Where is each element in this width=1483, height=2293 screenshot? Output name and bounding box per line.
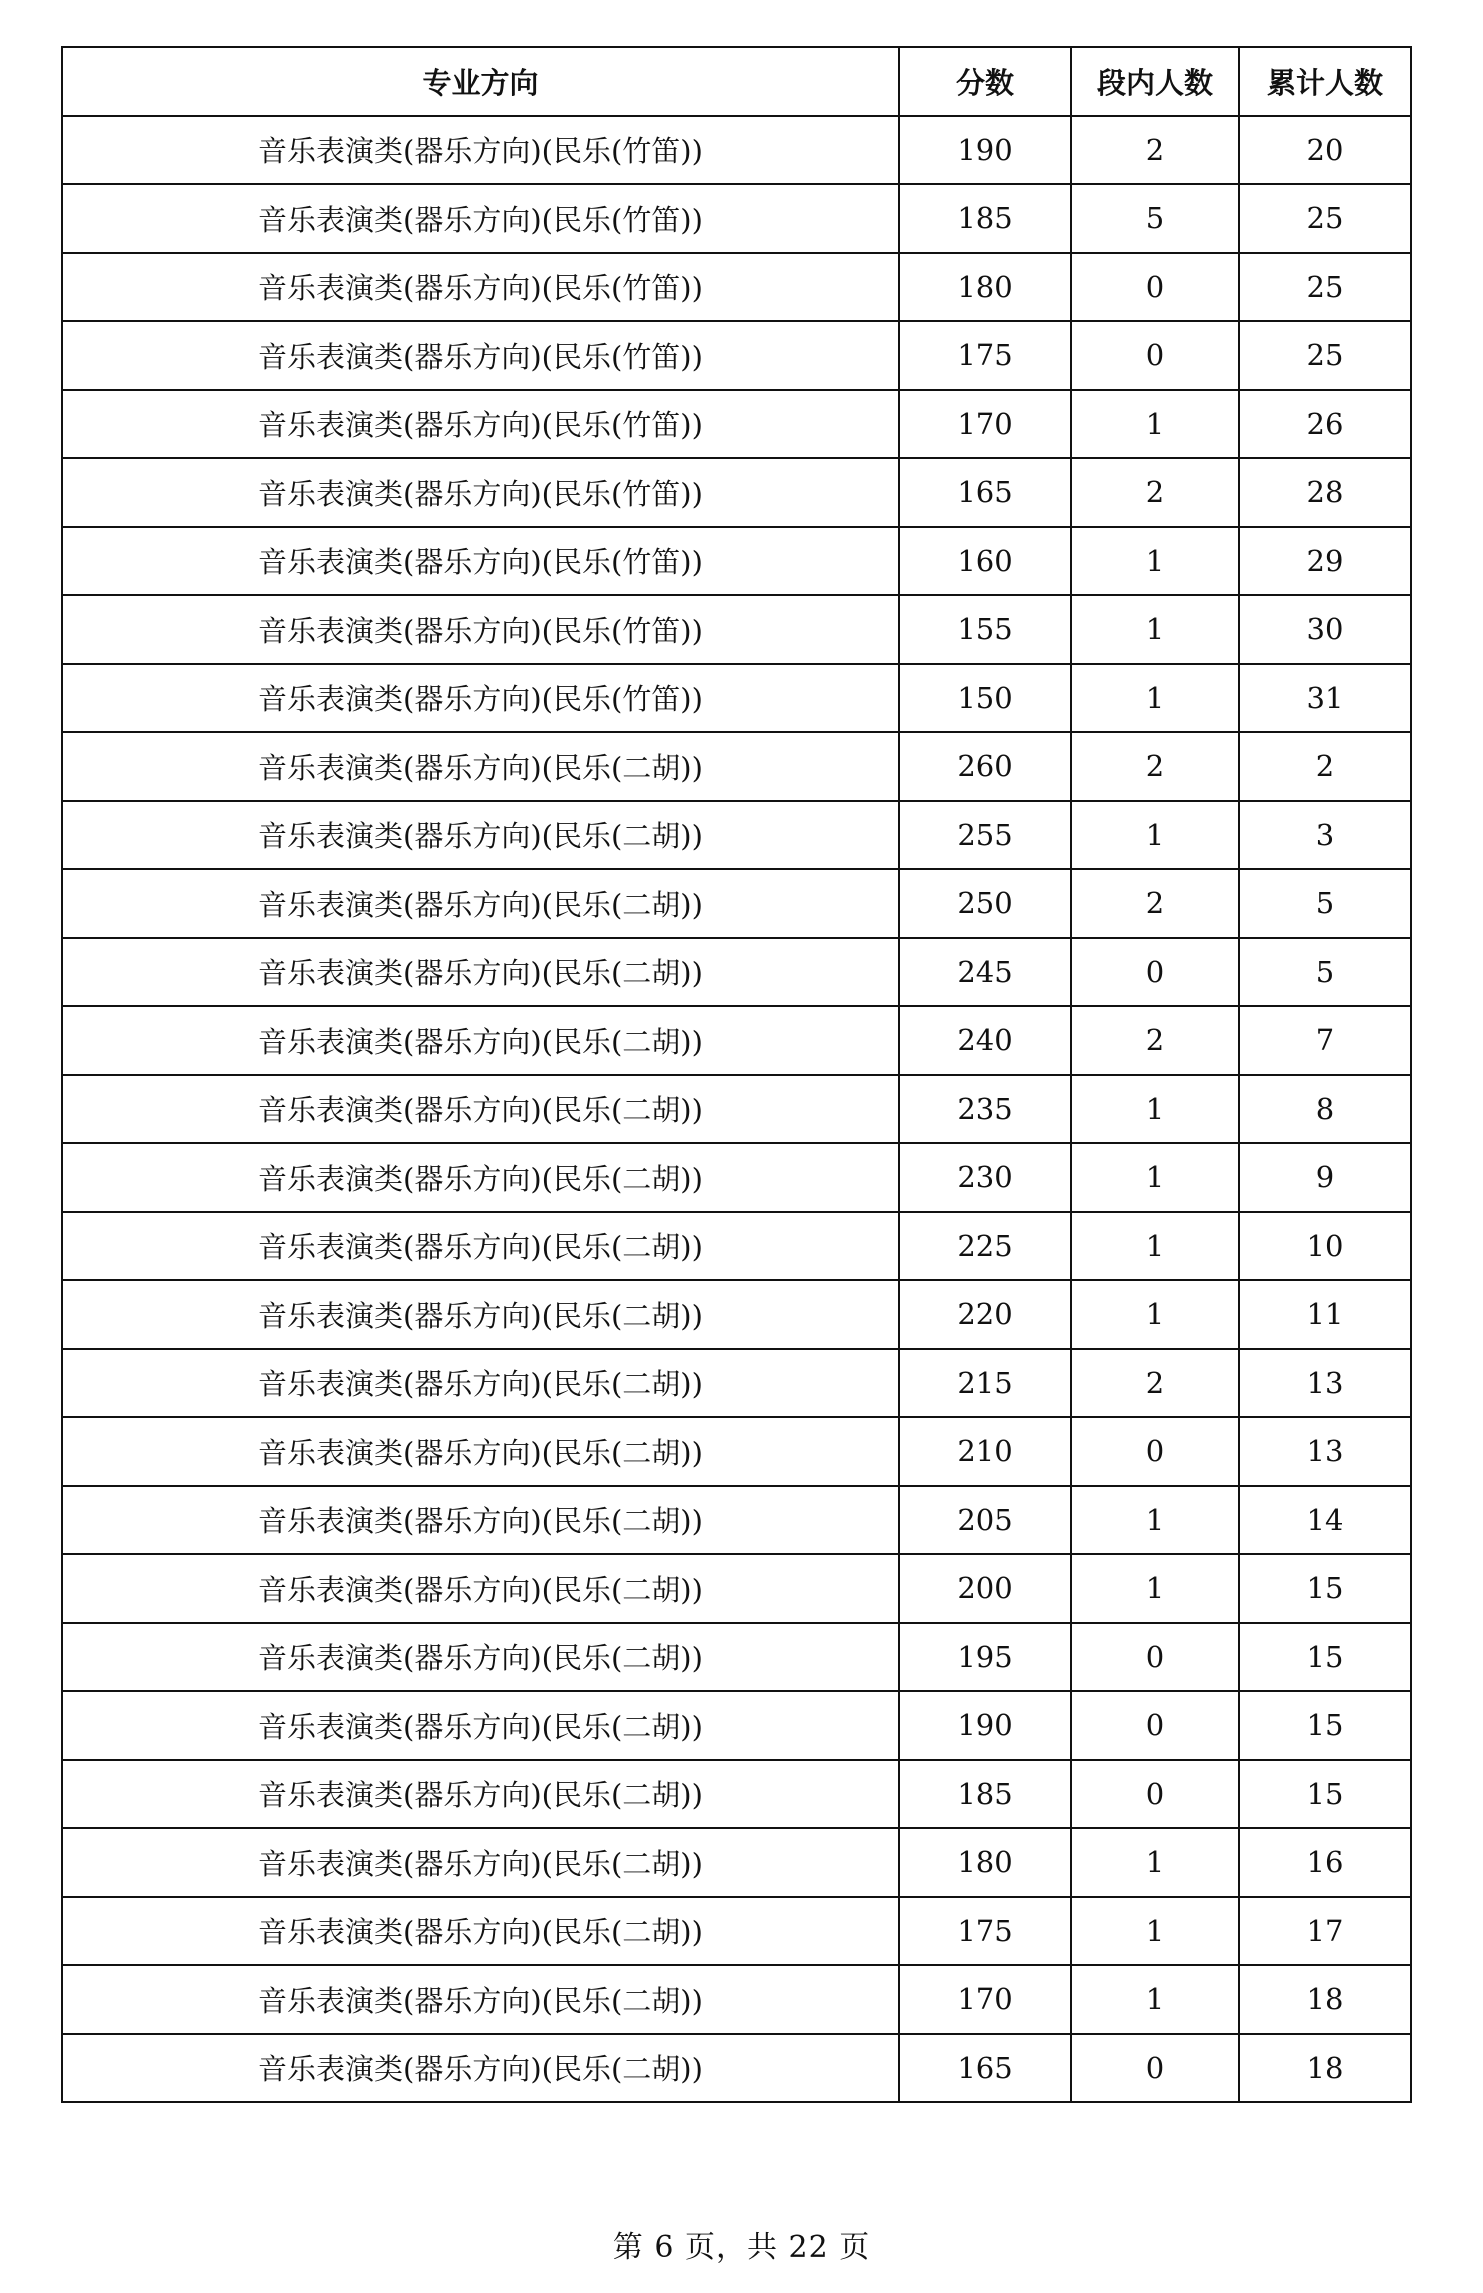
major-direction-cell: 音乐表演类(器乐方向)(民乐(二胡)) [62, 1554, 899, 1623]
segment-count-cell: 1 [1071, 595, 1239, 664]
segment-count-cell: 2 [1071, 458, 1239, 527]
table-row [62, 1349, 1411, 1418]
score-cell: 150 [899, 664, 1071, 733]
cumulative-count-cell: 5 [1239, 869, 1411, 938]
major-direction-cell: 音乐表演类(器乐方向)(民乐(竹笛)) [62, 321, 899, 390]
major-direction-cell: 音乐表演类(器乐方向)(民乐(竹笛)) [62, 595, 899, 664]
table-row [62, 321, 1411, 390]
major-direction-cell: 音乐表演类(器乐方向)(民乐(二胡)) [62, 2034, 899, 2103]
table-row [62, 390, 1411, 459]
table-row [62, 938, 1411, 1007]
table-row [62, 1897, 1411, 1966]
segment-count-cell: 1 [1071, 801, 1239, 870]
segment-count-cell: 0 [1071, 938, 1239, 1007]
table-row [62, 732, 1411, 801]
table-row [62, 1623, 1411, 1692]
cumulative-count-cell: 29 [1239, 527, 1411, 596]
segment-count-cell: 2 [1071, 1349, 1239, 1418]
major-direction-cell: 音乐表演类(器乐方向)(民乐(竹笛)) [62, 527, 899, 596]
cumulative-count-cell: 11 [1239, 1280, 1411, 1349]
score-cell: 180 [899, 1828, 1071, 1897]
segment-count-cell: 1 [1071, 1554, 1239, 1623]
score-cell: 240 [899, 1006, 1071, 1075]
segment-count-cell: 1 [1071, 1828, 1239, 1897]
score-cell: 220 [899, 1280, 1071, 1349]
score-cell: 215 [899, 1349, 1071, 1418]
table-row [62, 1212, 1411, 1281]
segment-count-cell: 2 [1071, 116, 1239, 185]
major-direction-cell: 音乐表演类(器乐方向)(民乐(二胡)) [62, 1143, 899, 1212]
table-row [62, 1075, 1411, 1144]
score-cell: 195 [899, 1623, 1071, 1692]
table-row [62, 1554, 1411, 1623]
cumulative-count-cell: 31 [1239, 664, 1411, 733]
table-row [62, 1417, 1411, 1486]
score-cell: 230 [899, 1143, 1071, 1212]
major-direction-cell: 音乐表演类(器乐方向)(民乐(二胡)) [62, 1691, 899, 1760]
score-cell: 190 [899, 1691, 1071, 1760]
major-direction-cell: 音乐表演类(器乐方向)(民乐(二胡)) [62, 938, 899, 1007]
cumulative-count-cell: 3 [1239, 801, 1411, 870]
table-row [62, 1006, 1411, 1075]
major-direction-cell: 音乐表演类(器乐方向)(民乐(二胡)) [62, 1417, 899, 1486]
segment-count-cell: 0 [1071, 321, 1239, 390]
segment-count-cell: 1 [1071, 1075, 1239, 1144]
cumulative-count-cell: 26 [1239, 390, 1411, 459]
cumulative-count-cell: 7 [1239, 1006, 1411, 1075]
table-header-row [62, 47, 1411, 116]
segment-count-cell: 0 [1071, 1760, 1239, 1829]
cumulative-count-cell: 18 [1239, 2034, 1411, 2103]
cumulative-count-cell: 16 [1239, 1828, 1411, 1897]
segment-count-cell: 0 [1071, 2034, 1239, 2103]
major-direction-cell: 音乐表演类(器乐方向)(民乐(二胡)) [62, 1965, 899, 2034]
table-row [62, 184, 1411, 253]
score-cell: 255 [899, 801, 1071, 870]
cumulative-count-cell: 13 [1239, 1349, 1411, 1418]
major-direction-cell: 音乐表演类(器乐方向)(民乐(二胡)) [62, 869, 899, 938]
segment-count-cell: 1 [1071, 664, 1239, 733]
major-direction-cell: 音乐表演类(器乐方向)(民乐(二胡)) [62, 1486, 899, 1555]
major-direction-cell: 音乐表演类(器乐方向)(民乐(二胡)) [62, 1623, 899, 1692]
score-cell: 205 [899, 1486, 1071, 1555]
cumulative-count-cell: 18 [1239, 1965, 1411, 2034]
cumulative-count-cell: 30 [1239, 595, 1411, 664]
table-row [62, 1965, 1411, 2034]
score-cell: 235 [899, 1075, 1071, 1144]
major-direction-cell: 音乐表演类(器乐方向)(民乐(二胡)) [62, 1280, 899, 1349]
segment-count-cell: 1 [1071, 1280, 1239, 1349]
cumulative-count-cell: 15 [1239, 1691, 1411, 1760]
segment-count-cell: 0 [1071, 1623, 1239, 1692]
major-direction-cell: 音乐表演类(器乐方向)(民乐(二胡)) [62, 1760, 899, 1829]
page-number-footer: 第 6 页，共 22 页 [612, 2230, 871, 2265]
segment-count-cell: 1 [1071, 1897, 1239, 1966]
score-cell: 175 [899, 1897, 1071, 1966]
cumulative-count-cell: 15 [1239, 1554, 1411, 1623]
score-cell: 175 [899, 321, 1071, 390]
table-row [62, 116, 1411, 185]
table-row [62, 527, 1411, 596]
cumulative-count-cell: 10 [1239, 1212, 1411, 1281]
segment-count-cell: 2 [1071, 869, 1239, 938]
segment-count-cell: 1 [1071, 1143, 1239, 1212]
cumulative-count-cell: 25 [1239, 184, 1411, 253]
segment-count-cell: 5 [1071, 184, 1239, 253]
header-major-direction: 专业方向 [62, 47, 899, 116]
major-direction-cell: 音乐表演类(器乐方向)(民乐(二胡)) [62, 801, 899, 870]
segment-count-cell: 0 [1071, 1417, 1239, 1486]
major-direction-cell: 音乐表演类(器乐方向)(民乐(二胡)) [62, 1212, 899, 1281]
cumulative-count-cell: 15 [1239, 1760, 1411, 1829]
table-row [62, 1760, 1411, 1829]
score-cell: 245 [899, 938, 1071, 1007]
score-cell: 185 [899, 184, 1071, 253]
major-direction-cell: 音乐表演类(器乐方向)(民乐(二胡)) [62, 1349, 899, 1418]
cumulative-count-cell: 9 [1239, 1143, 1411, 1212]
table-body [62, 116, 1411, 2103]
major-direction-cell: 音乐表演类(器乐方向)(民乐(二胡)) [62, 1897, 899, 1966]
major-direction-cell: 音乐表演类(器乐方向)(民乐(二胡)) [62, 1075, 899, 1144]
table-row [62, 1691, 1411, 1760]
major-direction-cell: 音乐表演类(器乐方向)(民乐(竹笛)) [62, 116, 899, 185]
major-direction-cell: 音乐表演类(器乐方向)(民乐(二胡)) [62, 732, 899, 801]
major-direction-cell: 音乐表演类(器乐方向)(民乐(竹笛)) [62, 458, 899, 527]
cumulative-count-cell: 25 [1239, 321, 1411, 390]
cumulative-count-cell: 25 [1239, 253, 1411, 322]
table-row [62, 1280, 1411, 1349]
table-row [62, 664, 1411, 733]
cumulative-count-cell: 14 [1239, 1486, 1411, 1555]
header-cumulative-count: 累计人数 [1239, 47, 1411, 116]
major-direction-cell: 音乐表演类(器乐方向)(民乐(竹笛)) [62, 664, 899, 733]
score-cell: 260 [899, 732, 1071, 801]
cumulative-count-cell: 28 [1239, 458, 1411, 527]
score-cell: 170 [899, 390, 1071, 459]
header-segment-count: 段内人数 [1071, 47, 1239, 116]
segment-count-cell: 0 [1071, 253, 1239, 322]
segment-count-cell: 2 [1071, 732, 1239, 801]
table-row [62, 458, 1411, 527]
cumulative-count-cell: 5 [1239, 938, 1411, 1007]
segment-count-cell: 1 [1071, 1486, 1239, 1555]
segment-count-cell: 1 [1071, 527, 1239, 596]
table-row [62, 1143, 1411, 1212]
segment-count-cell: 1 [1071, 1965, 1239, 2034]
score-cell: 225 [899, 1212, 1071, 1281]
score-cell: 165 [899, 2034, 1071, 2103]
score-cell: 210 [899, 1417, 1071, 1486]
table-row [62, 1828, 1411, 1897]
segment-count-cell: 1 [1071, 390, 1239, 459]
major-direction-cell: 音乐表演类(器乐方向)(民乐(竹笛)) [62, 253, 899, 322]
segment-count-cell: 2 [1071, 1006, 1239, 1075]
cumulative-count-cell: 20 [1239, 116, 1411, 185]
cumulative-count-cell: 17 [1239, 1897, 1411, 1966]
score-distribution-table [61, 46, 1412, 2103]
score-cell: 180 [899, 253, 1071, 322]
score-cell: 160 [899, 527, 1071, 596]
major-direction-cell: 音乐表演类(器乐方向)(民乐(竹笛)) [62, 390, 899, 459]
score-cell: 185 [899, 1760, 1071, 1829]
table-row [62, 595, 1411, 664]
major-direction-cell: 音乐表演类(器乐方向)(民乐(二胡)) [62, 1006, 899, 1075]
table-row [62, 2034, 1411, 2103]
major-direction-cell: 音乐表演类(器乐方向)(民乐(二胡)) [62, 1828, 899, 1897]
score-cell: 250 [899, 869, 1071, 938]
score-cell: 200 [899, 1554, 1071, 1623]
segment-count-cell: 0 [1071, 1691, 1239, 1760]
table-row [62, 1486, 1411, 1555]
cumulative-count-cell: 8 [1239, 1075, 1411, 1144]
cumulative-count-cell: 13 [1239, 1417, 1411, 1486]
segment-count-cell: 1 [1071, 1212, 1239, 1281]
cumulative-count-cell: 15 [1239, 1623, 1411, 1692]
score-cell: 155 [899, 595, 1071, 664]
table-row [62, 801, 1411, 870]
score-cell: 170 [899, 1965, 1071, 2034]
table-row [62, 253, 1411, 322]
cumulative-count-cell: 2 [1239, 732, 1411, 801]
major-direction-cell: 音乐表演类(器乐方向)(民乐(竹笛)) [62, 184, 899, 253]
score-cell: 190 [899, 116, 1071, 185]
header-score: 分数 [899, 47, 1071, 116]
table-row [62, 869, 1411, 938]
score-cell: 165 [899, 458, 1071, 527]
